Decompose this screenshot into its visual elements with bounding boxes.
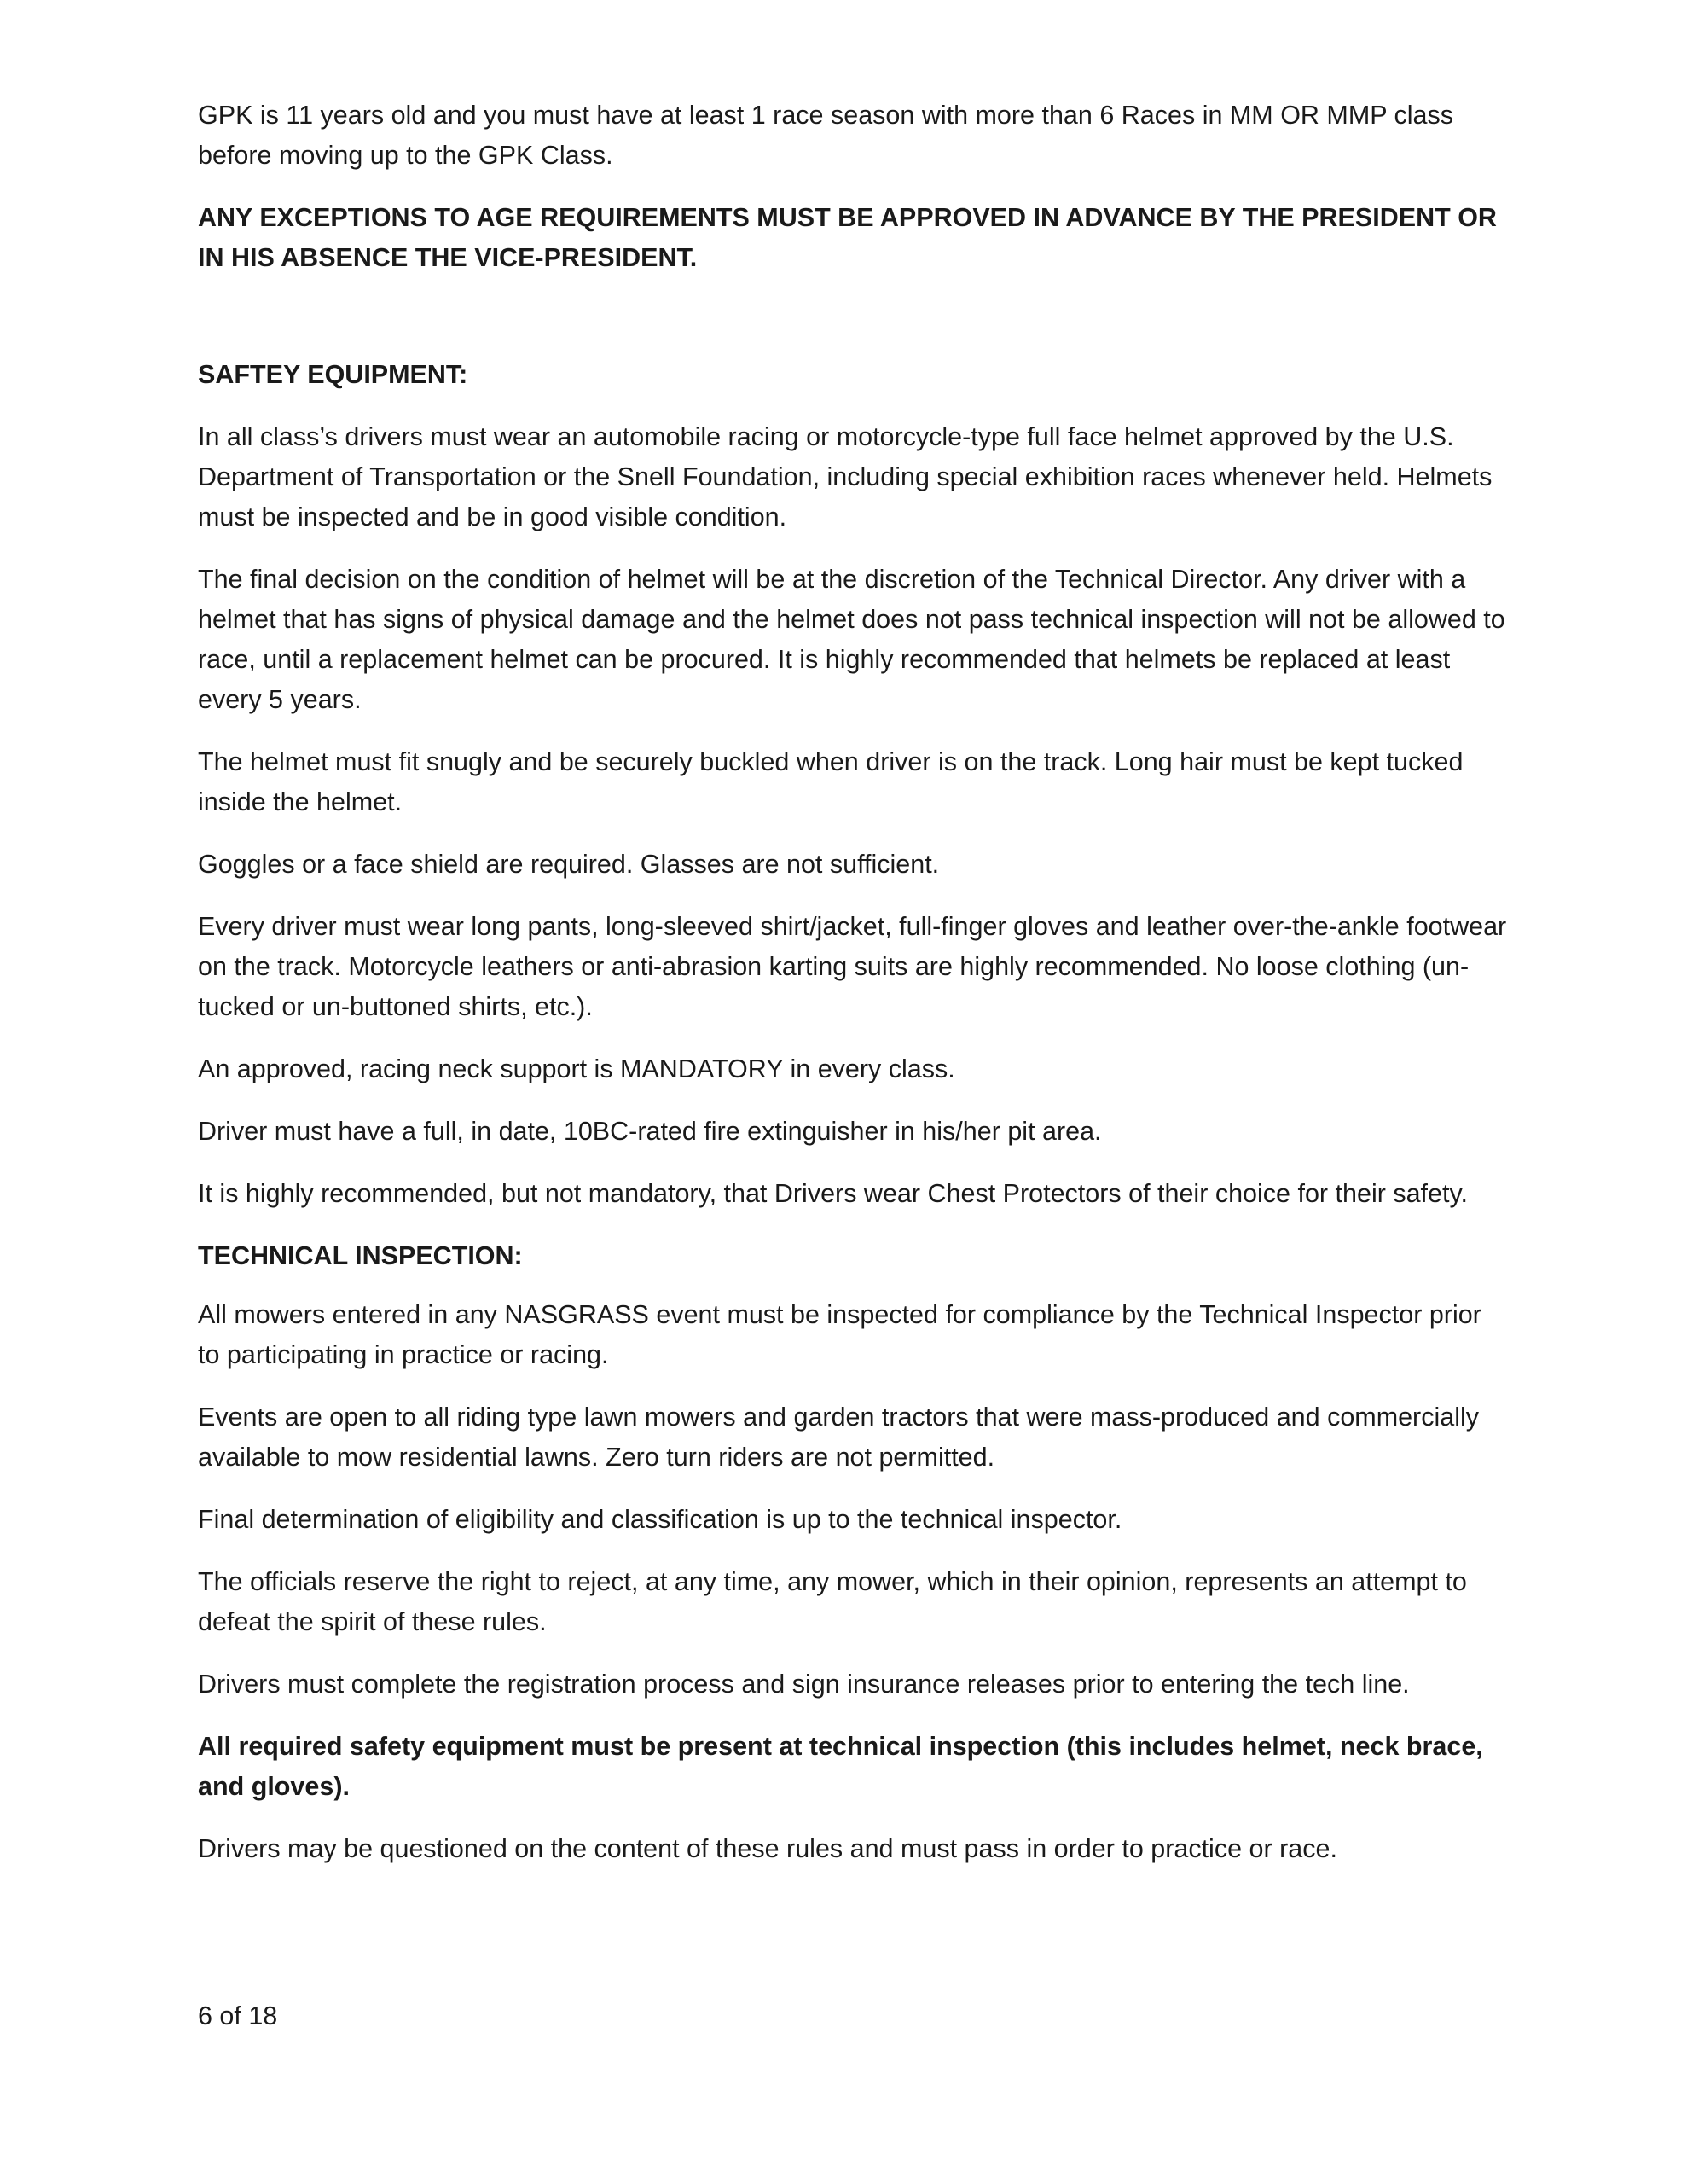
- rules-questioning: Drivers may be questioned on the content of these rules and must pass in order to practice or race.: [198, 1834, 1337, 1863]
- fire-extinguisher: Driver must have a full, in date, 10BC-rated fire extinguisher in his/her pit area.: [198, 1117, 1102, 1146]
- age-requirement-gpk: GPK is 11 years old and you must have at least 1 race season with more than 6 Races in MM OR MMP class before moving up to the GPK Class.: [198, 101, 1453, 170]
- eligible-mowers: Events are open to all riding type lawn mowers and garden tractors that were mass-produced and commercially available to mow residential lawns. Zero turn riders are not permitted.: [198, 1403, 1480, 1472]
- eligibility-determination: Final determination of eligibility and classification is up to the technical inspector.: [198, 1505, 1122, 1534]
- section-heading-technical-inspection: TECHNICAL INSPECTION:: [198, 1241, 523, 1270]
- document-page: [198, 96, 1508, 1891]
- age-exception-notice: ANY EXCEPTIONS TO AGE REQUIREMENTS MUST BE APPROVED IN ADVANCE BY THE PRESIDENT OR IN HIS ABSENCE THE VICE-PRESIDENT.: [198, 203, 1497, 272]
- registration-requirement: Drivers must complete the registration process and sign insurance releases prior to entering the tech line.: [198, 1670, 1410, 1699]
- page-number: 6 of 18: [198, 2001, 278, 2030]
- chest-protector: It is highly recommended, but not mandatory, that Drivers wear Chest Protectors of their choice for their safety.: [198, 1179, 1468, 1208]
- rejection-right: The officials reserve the right to reject, at any time, any mower, which in their opinion, represents an attempt to defeat the spirit of these rules.: [198, 1567, 1467, 1636]
- neck-support: An approved, racing neck support is MANDATORY in every class.: [198, 1054, 955, 1083]
- section-heading-safety-equipment: SAFTEY EQUIPMENT:: [198, 360, 468, 389]
- helmet-condition: The final decision on the condition of helmet will be at the discretion of the Technical Director. Any driver with a helmet that has signs of physical damage and the helmet does not pass technical inspection will not be allowed to race, until a replacement helmet can be procured. It is highly recommended that helmets be replaced at least every 5 years.: [198, 565, 1505, 714]
- helmet-requirement: In all class’s drivers must wear an automobile racing or motorcycle-type full face helmet approved by the U.S. Department of Transportation or the Snell Foundation, including special exhibition races whenever held. Helmets must be inspected and be in good visible condition.: [198, 422, 1493, 531]
- clothing-requirement: Every driver must wear long pants, long-sleeved shirt/jacket, full-finger gloves and leather over-the-ankle footwear on the track. Motorcycle leathers or anti-abrasion karting suits are highly recommended. No loose clothing (un-tucked or un-buttoned shirts, etc.).: [198, 912, 1507, 1021]
- inspection-compliance: All mowers entered in any NASGRASS event must be inspected for compliance by the Technical Inspector prior to participating in practice or racing.: [198, 1300, 1481, 1369]
- eye-protection: Goggles or a face shield are required. Glasses are not sufficient.: [198, 850, 940, 879]
- helmet-fit: The helmet must fit snugly and be securely buckled when driver is on the track. Long hair must be kept tucked inside the helmet.: [198, 747, 1464, 816]
- safety-equipment-at-inspection: All required safety equipment must be present at technical inspection (this includes helmet, neck brace, and gloves).: [198, 1732, 1483, 1801]
